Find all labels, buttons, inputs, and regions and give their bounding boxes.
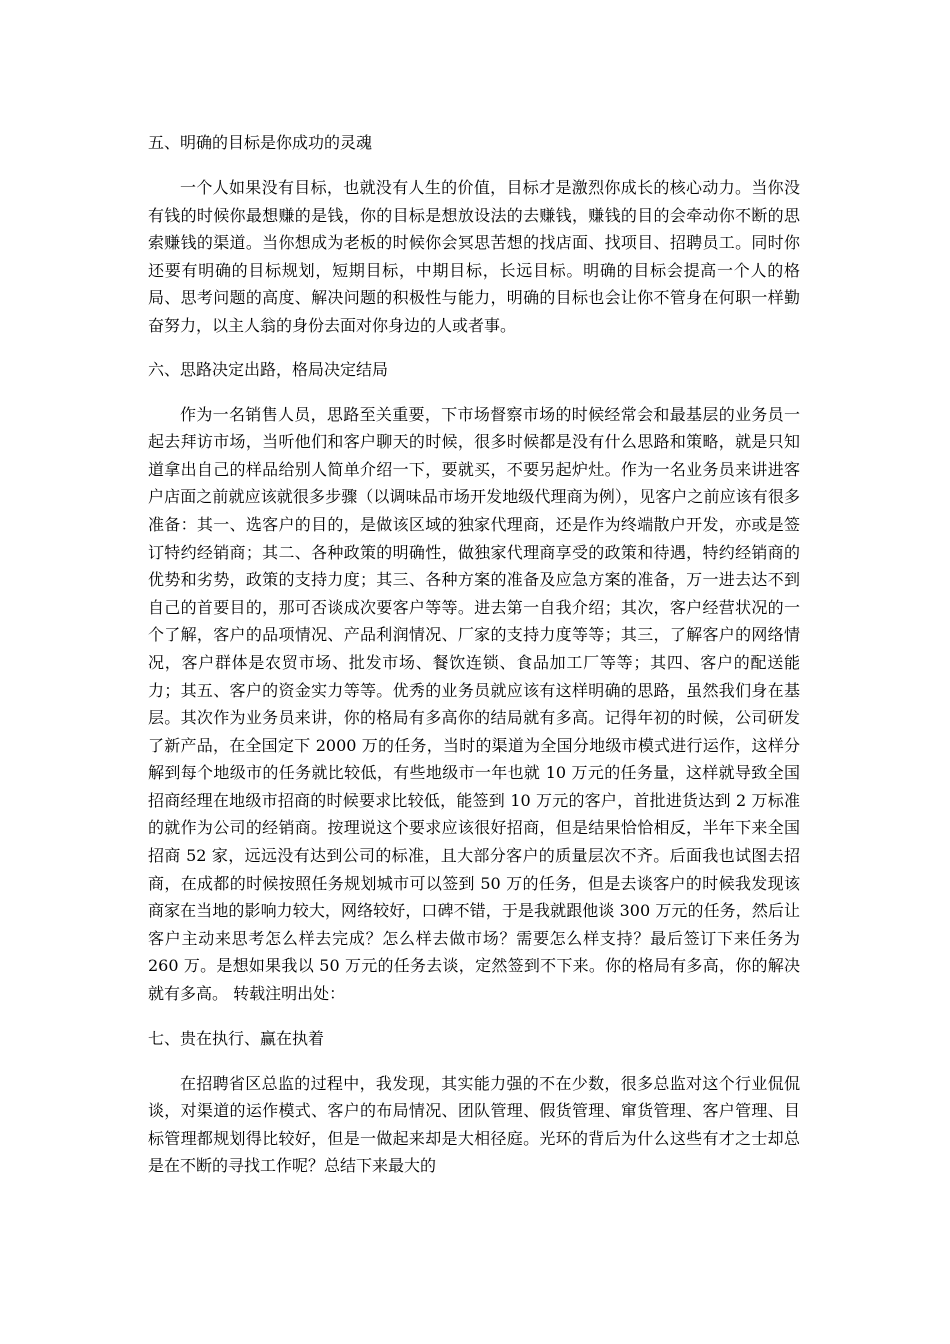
section-heading-5: 五、明确的目标是你成功的灵魂 <box>148 133 373 152</box>
document-page <box>148 120 800 1180</box>
section-heading-6: 六、思路决定出路，格局决定结局 <box>148 359 389 379</box>
section-heading-7: 七、贵在执行、赢在执着 <box>148 1028 325 1048</box>
section-body-7: 在招聘省区总监的过程中，我发现，其实能力强的不在少数，很多总监对这个行业侃侃谈，对渠道的运作模式、客户的布局情况、团队管理、假货管理、窜货管理、客户管理、目标管理都规划得比较好，但是一做起来却是大相径庭。光环的背后为什么这些有才之士却总是在不断的寻找工作呢？总结下来最大的 <box>148 1073 800 1176</box>
section-body-6: 作为一名销售人员，思路至关重要，下市场督察市场的时候经常会和最基层的业务员一起去拜访市场，当听他们和客户聊天的时候，很多时候都是没有什么思路和策略，就是只知道拿出自己的样品给别人简单介绍一下，要就买，不要另起炉灶。作为一名业务员来讲进客户店面之前就应该就很多步骤（以调味品市场开发地级代理商为例），见客户之前应该有很多准备：其一、选客户的目的，是做该区域的独家代理商，还是作为终端散户开发，亦或是签订特约经销商；其二、各种政策的明确性，做独家代理商享受的政策和待遇，特约经销商的优势和劣势，政策的支持力度；其三、各种方案的准备及应急方案的准备，万一进去达不到自己的首要目的，那可否谈成次要客户等等。进去第一自我介绍；其次，客户经营状况的一个了解，客户的品项情况、产品利润情况、厂家的支持力度等等；其三，了解客户的网络情况，客户群体是农贸市场、批发市场、餐饮连锁、食品加工厂等等；其四、客户的配送能力；其五、客户的资金实力等等。优秀的业务员就应该有这样明确的思路，虽然我们身在基层。其次作为业务员来讲，你的格局有多高你的结局就有多高。记得年初的时候，公司研发了新产品，在全国定下 2000 万的任务，当时的渠道为全国分地级市模式进行运作，这样分解到每个地级市的任务就比较低，有些地级市一年也就 10 万元的任务量，这样就导致全国招商经理在地级市招商的时候要求比较低，能签到 10 万元的客户，首批进货达到 2 万标准的就作为公司的经销商。按理说这个要求应该很好招商，但是结果恰恰相反，半年下来全国招商 52 家，远远没有达到公司的标准，且大部分客户的质量层次不齐。后面我也试图去招商，在成都的时候按照任务规划城市可以签到 50 万的任务，但是去谈客户的时候我发现该商家在当地的影响力较大，网络较好，口碑不错，于是我就跟他谈 300 万元的任务，然后让客户主动来思考怎么样去完成？怎么样去做市场？需要怎么样支持？最后签订下来任务为 260 万。是想如果我以 50 万元的任务去谈，定然签到不下来。你的格局有多高，你的解决就有多高。 转载注明出处： <box>148 404 800 1004</box>
section-body-5: 一个人如果没有目标，也就没有人生的价值，目标才是激烈你成长的核心动力。当你没有钱的时候你最想赚的是钱，你的目标是想放设法的去赚钱，赚钱的目的会牵动你不断的思索赚钱的渠道。当你想成为老板的时候你会冥思苦想的找店面、找项目、招聘员工。同时你还要有明确的目标规划，短期目标，中期目标，长远目标。明确的目标会提高一个人的格局、思考问题的高度、解决问题的积极性与能力，明确的目标也会让你不管身在何职一样勤奋努力，以主人翁的身份去面对你身边的人或者事。 <box>148 178 800 335</box>
